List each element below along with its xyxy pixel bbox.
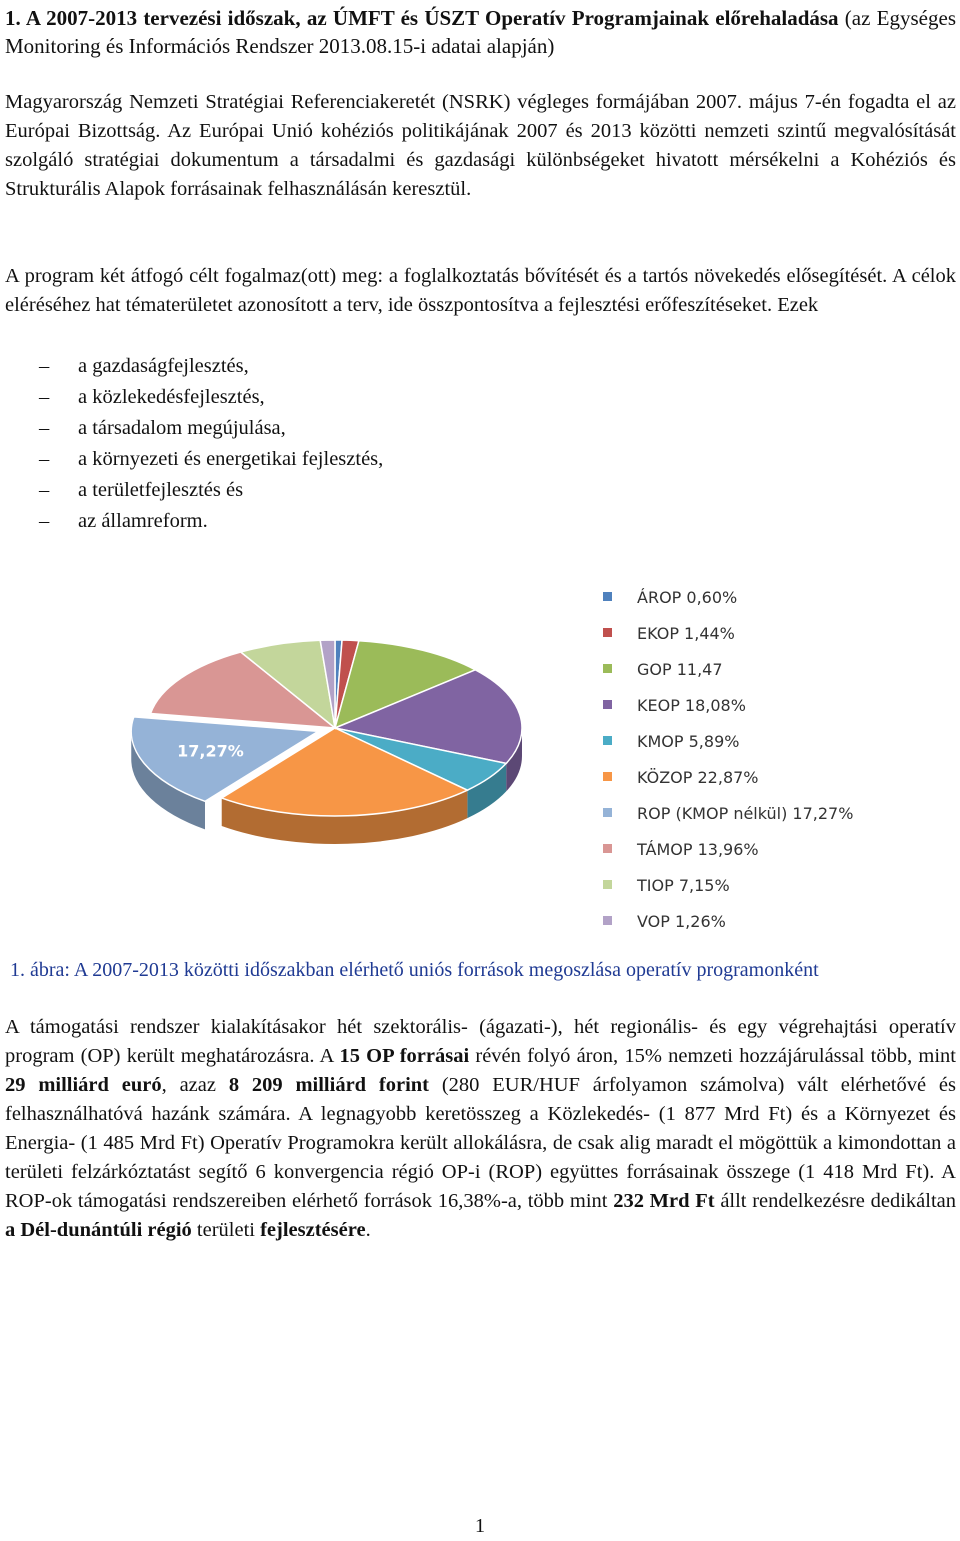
list-item: – a területfejlesztés és <box>5 476 605 507</box>
pie-data-label: 17,27% <box>177 741 244 761</box>
list-item: – a társadalom megújulása, <box>5 414 605 445</box>
list-item: – a közlekedésfejlesztés, <box>5 383 605 414</box>
legend-swatch-gop <box>603 664 612 673</box>
op-distribution-pie-chart <box>5 578 960 958</box>
list-dash: – <box>39 355 50 377</box>
list-dash: – <box>39 479 50 501</box>
legend-label-gop: GOP 11,47 <box>637 660 723 679</box>
legend-label-vop: VOP 1,26% <box>637 912 726 931</box>
legend-label-kmop: KMOP 5,89% <box>637 732 740 751</box>
heading-subtitle: (az Egységes Monitoring és Információs Rendszer 2013.08.15-i adatai alapján) <box>5 6 956 58</box>
paragraph-nsrk: Magyarország Nemzeti Stratégiai Referenciakeretét (NSRK) végleges formájában 2007. május 7-én fogadta el az Európai Bizottság. Az Európai Unió kohéziós politikájának 2007 és 2013 közötti nemzeti szintű megvalósítását szolgáló stratégiai dokumentum a társadalmi és gazdasági különbségeket hivatott mérsékelni a Kohéziós és Strukturális Alapok forrásainak felhasználásán keresztül. <box>5 91 956 200</box>
list-dash: – <box>39 417 50 439</box>
list-dash: – <box>39 510 50 532</box>
heading-bold: 1. A 2007-2013 tervezési időszak, az ÚMFT és ÚSZT Operatív Programjainak előrehaladása <box>5 6 839 30</box>
list-item: – a környezeti és energetikai fejlesztés, <box>5 445 605 476</box>
paragraph-goals: A program két átfogó célt fogalmaz(ott) meg: a foglalkoztatás bővítését és a tartós növekedés elősegítését. A célok eléréséhez hat tématerületet azonosított a terv, ide összpontosítva a fejlesztési erőfeszítéseket. Ezek <box>5 265 956 316</box>
legend-swatch-vop <box>603 916 612 925</box>
list-dash: – <box>39 386 50 408</box>
legend-swatch-rop <box>603 808 612 817</box>
theme-list <box>5 352 605 538</box>
list-item: – a gazdaságfejlesztés, <box>5 352 605 383</box>
legend-swatch-kzop <box>603 772 612 781</box>
legend-label-rop: ÁROP 0,60% <box>637 588 738 607</box>
chart-legend <box>603 588 853 931</box>
legend-label-kzop: KÖZOP 22,87% <box>637 768 759 787</box>
legend-label-rop: ROP (KMOP nélkül) 17,27% <box>637 804 854 823</box>
list-item: – az államreform. <box>5 507 605 538</box>
list-dash: – <box>39 448 50 470</box>
legend-swatch-rop <box>603 592 612 601</box>
pie-slices <box>131 640 522 816</box>
page-number: 1 <box>474 1515 486 1537</box>
legend-label-ekop: EKOP 1,44% <box>637 624 735 643</box>
figure-caption: 1. ábra: A 2007-2013 közötti időszakban elérhető uniós források megoszlása operatív programonként <box>10 959 819 981</box>
legend-label-tmop: TÁMOP 13,96% <box>637 840 759 859</box>
legend-swatch-ekop <box>603 628 612 637</box>
legend-label-keop: KEOP 18,08% <box>637 696 746 715</box>
paragraph-funding: A támogatási rendszer kialakításakor hét szektorális- (ágazati-), hét regionális- és egy végrehajtási operatív program (OP) került meghatározásra. A 15 OP forrásai révén folyó áron, 15% nemzeti hozzájárulással több, mint 29 milliárd euró, azaz 8 209 milliárd forint (280 EUR/HUF árfolyamon számolva) vált elérhetővé és felhasználhatóvá hazánk számára. A legnagyobb keretösszeg a Közlekedés- (1 877 Mrd Ft) és a Környezet és Energia- (1 485 Mrd Ft) Operatív Programokra került allokálásra, de csak alig maradt el mögöttük a kimondottan a területi felzárkóztatást segítő 6 konvergencia régió OP-i (ROP) együttes forrásainak összege (1 418 Mrd Ft). A ROP-ok támogatási rendszereiben elérhető források 16,38%-a, több mint 232 Mrd Ft állt rendelkezésre dedikáltan a Dél-dunántúli régió területi fejlesztésére. <box>5 1016 957 1241</box>
legend-swatch-tiop <box>603 880 612 889</box>
legend-swatch-kmop <box>603 736 612 745</box>
legend-label-tiop: TIOP 7,15% <box>637 876 730 895</box>
legend-swatch-keop <box>603 700 612 709</box>
pie-data-labels <box>177 741 244 760</box>
section-heading <box>5 4 956 60</box>
legend-swatch-tmop <box>603 844 612 853</box>
